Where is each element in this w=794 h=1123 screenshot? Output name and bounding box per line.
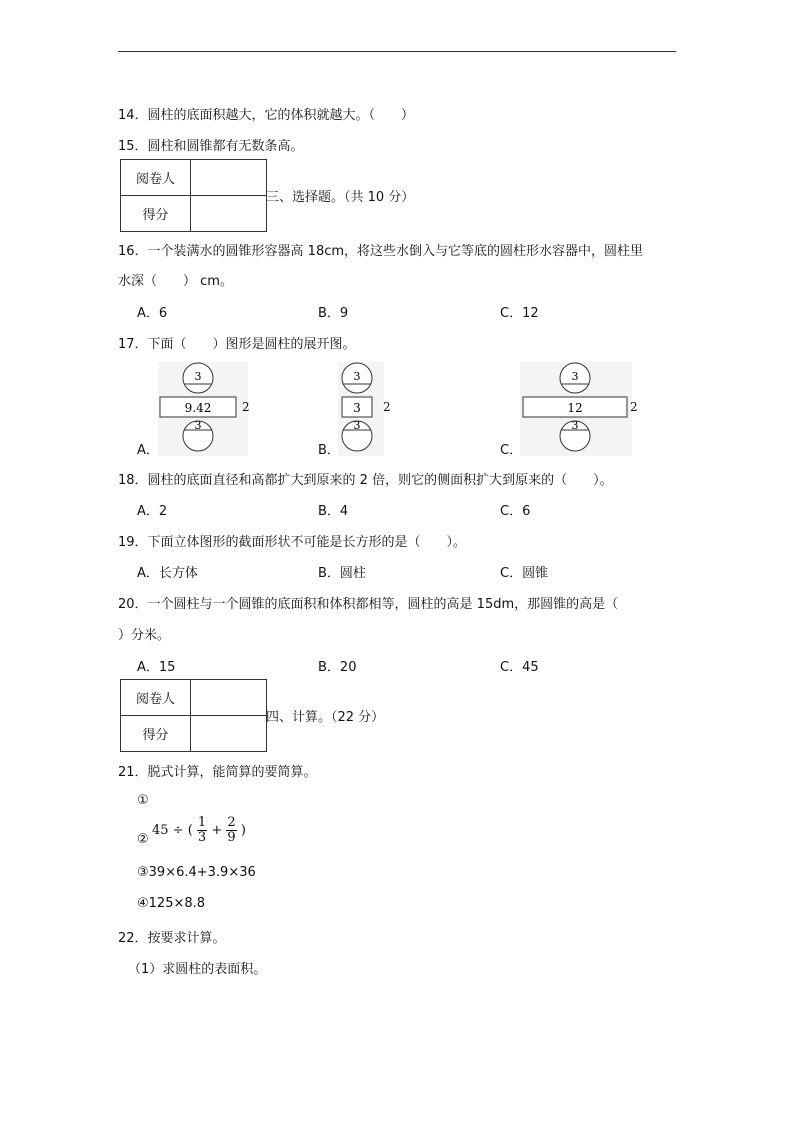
expr-plus: + — [211, 823, 223, 838]
net-a-option-label: A． — [137, 443, 159, 458]
score-table-1 — [120, 159, 267, 232]
question-16-line2: 水深（ ） cm。 — [118, 274, 233, 289]
question-21: 21．脱式计算，能简算的要简算。 — [118, 765, 317, 780]
section-4-title: 四、计算。（22 分） — [266, 710, 385, 725]
frac2-num: 2 — [227, 815, 236, 830]
net-figure-b — [338, 362, 384, 456]
net-c-rect-label: 12 — [567, 401, 583, 415]
q21-item-1: ① — [137, 793, 149, 808]
q21-item-2-expression — [152, 816, 246, 845]
question-18: 18．圆柱的底面直径和高都扩大到原来的 2 倍，则它的侧面积扩大到原来的（ ）。 — [118, 473, 613, 488]
score-cell[interactable] — [191, 196, 267, 232]
question-22: 22．按要求计算。 — [118, 931, 226, 946]
q22-sub-1: （1）求圆柱的表面积。 — [128, 962, 267, 977]
score-label: 得分 — [121, 716, 191, 752]
net-a-circle-bottom-label: 3 — [194, 419, 202, 432]
q19-option-b: B．圆柱 — [318, 566, 366, 581]
q20-option-a: A．15 — [137, 660, 176, 675]
frac1-den: 3 — [197, 830, 207, 845]
q19-option-a: A．长方体 — [137, 566, 198, 581]
q16-option-a: A．6 — [137, 306, 168, 321]
q21-item-2-marker: ② — [137, 832, 149, 847]
question-19: 19．下面立体图形的截面形状不可能是长方形的是（ ）。 — [118, 535, 467, 550]
net-c-option-label: C． — [500, 443, 523, 458]
net-c-circle-bottom-label: 3 — [571, 419, 579, 432]
q18-option-c: C．6 — [500, 504, 531, 519]
net-c-side-label: 2 — [630, 400, 638, 414]
frac2-den: 9 — [227, 830, 236, 845]
net-figure-c — [520, 362, 632, 456]
net-b-circle-bottom-label: 3 — [353, 419, 361, 432]
q16-option-b: B．9 — [318, 306, 349, 321]
score-cell[interactable] — [191, 716, 267, 752]
q18-option-a: A．2 — [137, 504, 168, 519]
reviewer-cell[interactable] — [191, 160, 267, 196]
net-b-side-label: 2 — [383, 400, 391, 414]
score-label: 得分 — [121, 196, 191, 232]
question-17: 17．下面（ ）图形是圆柱的展开图。 — [118, 337, 356, 352]
net-b-option-label: B． — [318, 443, 340, 458]
net-b-rect-label: 3 — [353, 401, 361, 415]
fraction-1-3 — [197, 816, 207, 845]
net-b-circle-top-label: 3 — [353, 370, 361, 383]
net-c-circle-top-label: 3 — [571, 370, 579, 383]
expr-left: 45 ÷ ( — [152, 823, 193, 838]
expr-right: ) — [240, 823, 246, 838]
q16-option-c: C．12 — [500, 306, 539, 321]
net-a-rect-label: 9.42 — [184, 401, 212, 415]
net-a-side-label: 2 — [242, 400, 250, 414]
reviewer-label: 阅卷人 — [121, 160, 191, 196]
frac1-num: 1 — [197, 815, 207, 830]
header-rule — [118, 51, 676, 52]
q20-option-c: C．45 — [500, 660, 539, 675]
question-20-line1: 20．一个圆柱与一个圆锥的底面积和体积都相等，圆柱的高是 15dm，那圆锥的高是（ — [118, 597, 619, 612]
q19-option-c: C．圆锥 — [500, 566, 549, 581]
question-15: 15．圆柱和圆锥都有无数条高。 — [118, 139, 304, 154]
score-table-2 — [120, 679, 267, 752]
q21-item-4: ④125×8.8 — [137, 896, 206, 911]
reviewer-cell[interactable] — [191, 680, 267, 716]
net-a-circle-top-label: 3 — [194, 370, 202, 383]
section-3-title: 三、选择题。（共 10 分） — [266, 190, 415, 205]
reviewer-label: 阅卷人 — [121, 680, 191, 716]
question-16-line1: 16．一个装满水的圆锥形容器高 18cm，将这些水倒入与它等底的圆柱形水容器中，圆柱里 — [118, 244, 644, 259]
question-20-line2: ）分米。 — [118, 628, 171, 643]
q21-item-3: ③39×6.4+3.9×36 — [137, 865, 256, 880]
q20-option-b: B．20 — [318, 660, 357, 675]
q18-option-b: B．4 — [318, 504, 349, 519]
question-14: 14．圆柱的底面积越大，它的体积就越大。（ ） — [118, 108, 415, 123]
fraction-2-9 — [226, 816, 236, 845]
